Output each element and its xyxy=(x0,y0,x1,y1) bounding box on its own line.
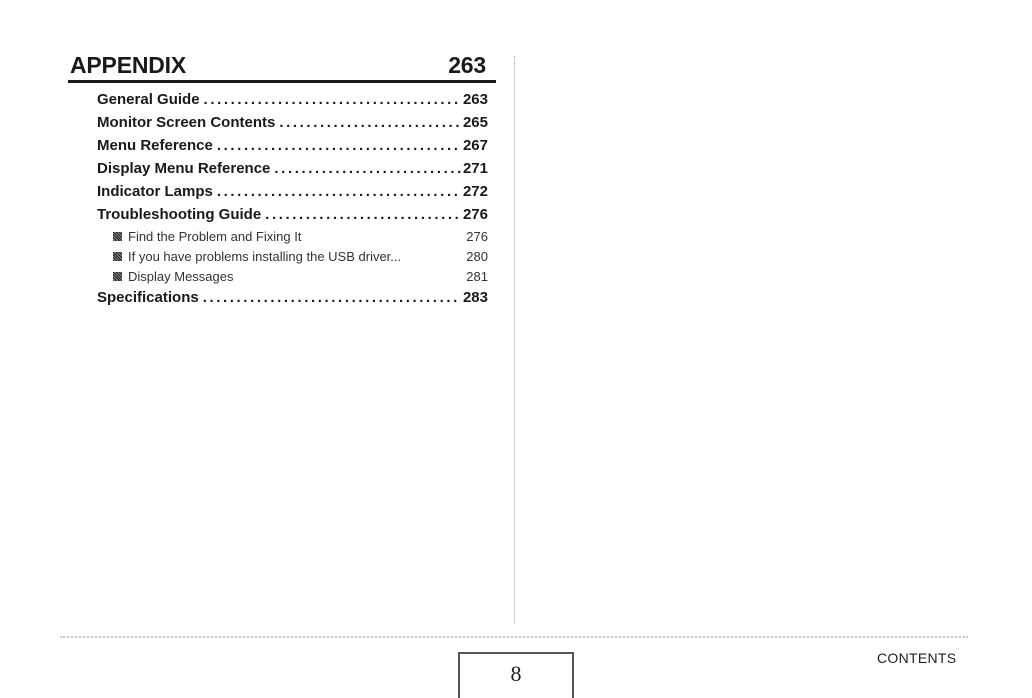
dot-leader xyxy=(204,91,461,108)
toc-item-label: Menu Reference xyxy=(97,137,213,154)
toc-subitem-label: Display Messages xyxy=(128,269,234,284)
toc-subitem-usb-driver[interactable] xyxy=(97,249,488,269)
toc-item-page: 283 xyxy=(462,289,488,306)
toc-item-page: 271 xyxy=(462,160,488,177)
toc-item-indicator-lamps[interactable] xyxy=(97,183,488,206)
dot-leader xyxy=(265,206,461,223)
contents-link[interactable]: CONTENTS xyxy=(877,650,957,666)
toc-item-page: 276 xyxy=(462,206,488,223)
dot-leader xyxy=(203,289,461,306)
dot-leader xyxy=(217,183,461,200)
toc-item-label: Monitor Screen Contents xyxy=(97,114,276,131)
toc-item-page: 263 xyxy=(462,91,488,108)
section-heading xyxy=(70,52,490,82)
toc-subitem-page: 276 xyxy=(466,229,488,244)
toc-subitem-find-the-problem[interactable] xyxy=(97,229,488,249)
footer-divider xyxy=(60,636,968,638)
square-bullet-icon xyxy=(113,232,122,241)
toc-item-display-menu-reference[interactable] xyxy=(97,160,488,183)
toc-item-label: Specifications xyxy=(97,289,199,306)
toc-item-page: 265 xyxy=(462,114,488,131)
column-divider xyxy=(514,56,515,624)
toc-subitem-page: 281 xyxy=(466,269,488,284)
toc-subitem-label: Find the Problem and Fixing It xyxy=(128,229,302,244)
toc-item-menu-reference[interactable] xyxy=(97,137,488,160)
section-page-number: 263 xyxy=(448,52,486,78)
section-title: APPENDIX xyxy=(70,52,186,78)
heading-underline xyxy=(68,80,496,83)
toc-item-label: General Guide xyxy=(97,91,200,108)
toc-subitem-label: If you have problems installing the USB driver... xyxy=(128,249,402,264)
dot-leader xyxy=(279,114,461,131)
square-bullet-icon xyxy=(113,272,122,281)
toc-item-general-guide[interactable] xyxy=(97,91,488,114)
toc-subitem-page: 280 xyxy=(466,249,488,264)
toc-item-troubleshooting-guide[interactable] xyxy=(97,206,488,229)
toc-item-specifications[interactable] xyxy=(97,289,488,312)
toc-subitem-display-messages[interactable] xyxy=(97,269,488,289)
toc-item-page: 267 xyxy=(462,137,488,154)
toc-item-label: Indicator Lamps xyxy=(97,183,213,200)
dot-leader xyxy=(274,160,461,177)
square-bullet-icon xyxy=(113,252,122,261)
toc-item-monitor-screen-contents[interactable] xyxy=(97,114,488,137)
table-of-contents xyxy=(97,91,488,312)
toc-item-label: Display Menu Reference xyxy=(97,160,271,177)
toc-item-label: Troubleshooting Guide xyxy=(97,206,262,223)
dot-leader xyxy=(217,137,461,154)
page-number: 8 xyxy=(458,652,574,698)
toc-item-page: 272 xyxy=(462,183,488,200)
